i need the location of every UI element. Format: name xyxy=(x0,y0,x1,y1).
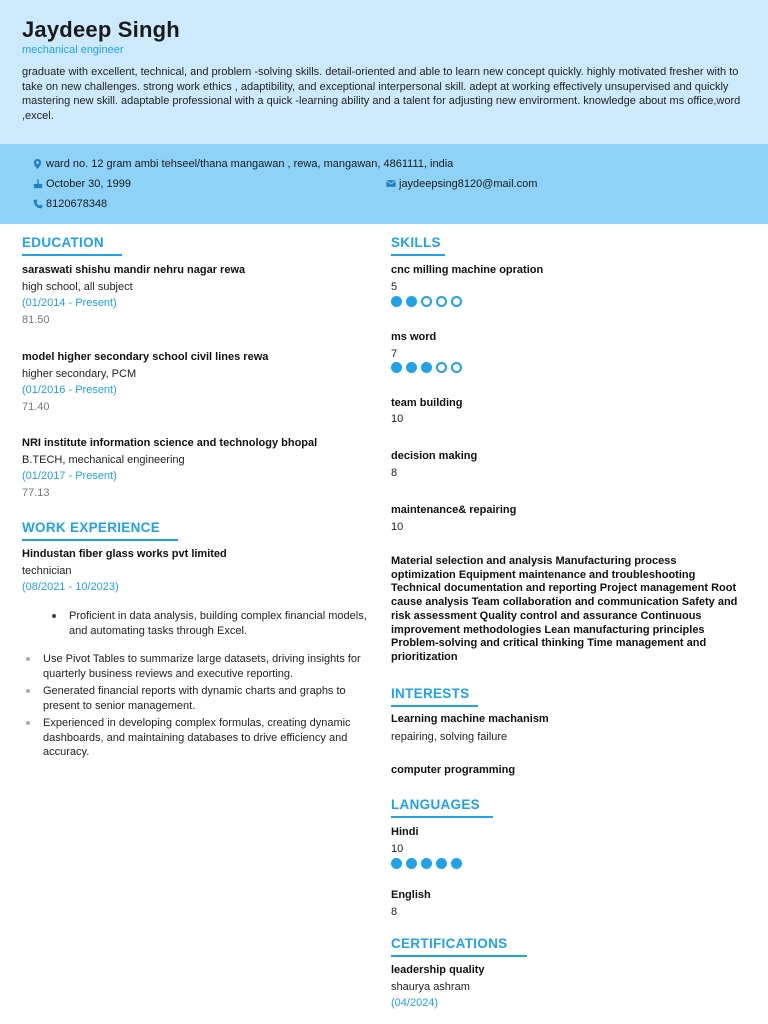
dob-item xyxy=(46,177,131,191)
certification-name: leadership quality xyxy=(391,964,485,976)
certification-date: (04/2024) xyxy=(391,997,439,1009)
rating-dot-filled xyxy=(406,296,417,307)
rating-dot-filled xyxy=(391,858,402,869)
bullet-dot xyxy=(26,721,30,725)
work-experience-heading: WORK EXPERIENCE xyxy=(22,519,178,541)
dob-text: October 30, 1999 xyxy=(46,178,132,190)
cake-icon xyxy=(33,179,43,189)
work-company: Hindustan fiber glass works pvt limited xyxy=(22,548,227,560)
interests-heading: INTERESTS xyxy=(391,685,478,707)
education-dates: (01/2014 - Present) xyxy=(22,297,117,309)
candidate-name: Jaydeep Singh xyxy=(22,17,180,42)
skill-level: 7 xyxy=(391,348,398,360)
skill-name: maintenance& repairing xyxy=(391,504,517,516)
skill-name: cnc milling machine opration xyxy=(391,264,544,276)
skill-level: 8 xyxy=(391,467,398,479)
education-score: 71.40 xyxy=(22,401,50,413)
work-bullet-list xyxy=(22,652,372,763)
contact-band xyxy=(0,144,768,224)
rating-dot-empty xyxy=(436,296,447,307)
bullet-dot xyxy=(52,614,56,618)
language-level: 10 xyxy=(391,843,404,855)
rating-dot-filled xyxy=(391,296,402,307)
work-inner-bullet-list xyxy=(48,609,368,641)
certification-issuer: shaurya ashram xyxy=(391,981,470,993)
education-degree: higher secondary, PCM xyxy=(22,368,137,380)
email-text[interactable]: jaydeepsing8120@mail.com xyxy=(399,178,538,190)
skill-name: decision making xyxy=(391,450,478,462)
rating-dot-filled xyxy=(406,858,417,869)
rating-dot-filled xyxy=(436,858,447,869)
skill-level: 10 xyxy=(391,413,404,425)
email-item[interactable] xyxy=(399,177,537,191)
skill-name: ms word xyxy=(391,331,437,343)
rating-dot-filled xyxy=(421,858,432,869)
certifications-heading: CERTIFICATIONS xyxy=(391,935,527,957)
work-bullet xyxy=(22,716,372,760)
language-level: 8 xyxy=(391,906,398,918)
language-name: English xyxy=(391,889,431,901)
rating-dot-filled xyxy=(391,362,402,373)
skill-level: 5 xyxy=(391,281,398,293)
languages-heading: LANGUAGES xyxy=(391,796,493,818)
skill-level: 10 xyxy=(391,521,404,533)
mail-icon xyxy=(386,179,396,188)
summary-text: graduate with excellent, technical, and problem -solving skills. detail-oriented and able to learn new concept quickly. highly motivated fresher with to take on new challenges. strong work ethics , adaptibility, and exceptional interpersonal skill. adept at working effectively unsupervised and quickly mastering new skill. adaptable professional with a quick -learning ability and a talent for adjusting new envirorment. knowledge about ms office,word ,excel. xyxy=(22,66,741,122)
education-dates: (01/2017 - Present) xyxy=(22,470,117,482)
work-role: technician xyxy=(22,565,72,577)
phone-text: 8120678348 xyxy=(46,198,108,210)
education-score: 77.13 xyxy=(22,487,50,499)
education-school: NRI institute information science and technology bhopal xyxy=(22,437,318,449)
rating-dot-empty xyxy=(421,296,432,307)
education-school: model higher secondary school civil lines rewa xyxy=(22,351,269,363)
bullet-dot xyxy=(26,657,30,661)
education-dates: (01/2016 - Present) xyxy=(22,384,117,396)
interest-name: computer programming xyxy=(391,764,516,776)
work-bullet xyxy=(48,609,368,638)
interest-detail: repairing, solving failure xyxy=(391,731,508,743)
bullet-dot xyxy=(26,689,30,693)
phone-item xyxy=(46,197,107,211)
education-degree: B.TECH, mechanical engineering xyxy=(22,454,185,466)
location-pin-icon xyxy=(33,159,42,169)
skills-paragraph: Material selection and analysis Manufacturing process optimization Equipment maintenance and troubleshooting Technical documentation and reporting Project management Root cause analysis Team collaboration and communication Safety and risk assessment Quality control and assurance Continuous improvement methodologies Lean manufacturing principles Problem-solving and critical thinking Time management and prioritization xyxy=(391,555,738,663)
interest-name: Learning machine machanism xyxy=(391,713,549,725)
rating-dot-empty xyxy=(436,362,447,373)
rating-dot-empty xyxy=(451,362,462,373)
rating-dot-filled xyxy=(421,362,432,373)
skills-heading: SKILLS xyxy=(391,234,445,256)
education-school: saraswati shishu mandir nehru nagar rewa xyxy=(22,264,246,276)
work-bullet-text: Use Pivot Tables to summarize large datasets, driving insights for quarterly business reviews and executive reporting. xyxy=(43,653,361,680)
rating-dot-filled xyxy=(451,858,462,869)
work-bullet-text: Proficient in data analysis, building complex financial models, and automating tasks through Excel. xyxy=(69,610,367,637)
resume-header xyxy=(0,0,768,144)
address-text: ward no. 12 gram ambi tehseel/thana mangawan , rewa, mangawan, 4861111, india xyxy=(46,158,454,170)
skill-name: team building xyxy=(391,397,463,409)
phone-icon xyxy=(33,199,43,209)
job-title: mechanical engineer xyxy=(22,44,124,56)
rating-dot-empty xyxy=(451,296,462,307)
language-name: Hindi xyxy=(391,826,419,838)
work-bullet xyxy=(22,684,372,713)
education-degree: high school, all subject xyxy=(22,281,133,293)
education-heading: EDUCATION xyxy=(22,234,122,256)
work-dates: (08/2021 - 10/2023) xyxy=(22,581,119,593)
work-bullet-text: Experienced in developing complex formulas, creating dynamic dashboards, and maintaining databases to drive efficiency and accuracy. xyxy=(43,717,351,758)
address-item xyxy=(46,157,453,171)
rating-dot-filled xyxy=(406,362,417,373)
work-bullet xyxy=(22,652,372,681)
work-bullet-text: Generated financial reports with dynamic charts and graphs to present to senior management. xyxy=(43,685,346,712)
education-score: 81.50 xyxy=(22,314,50,326)
